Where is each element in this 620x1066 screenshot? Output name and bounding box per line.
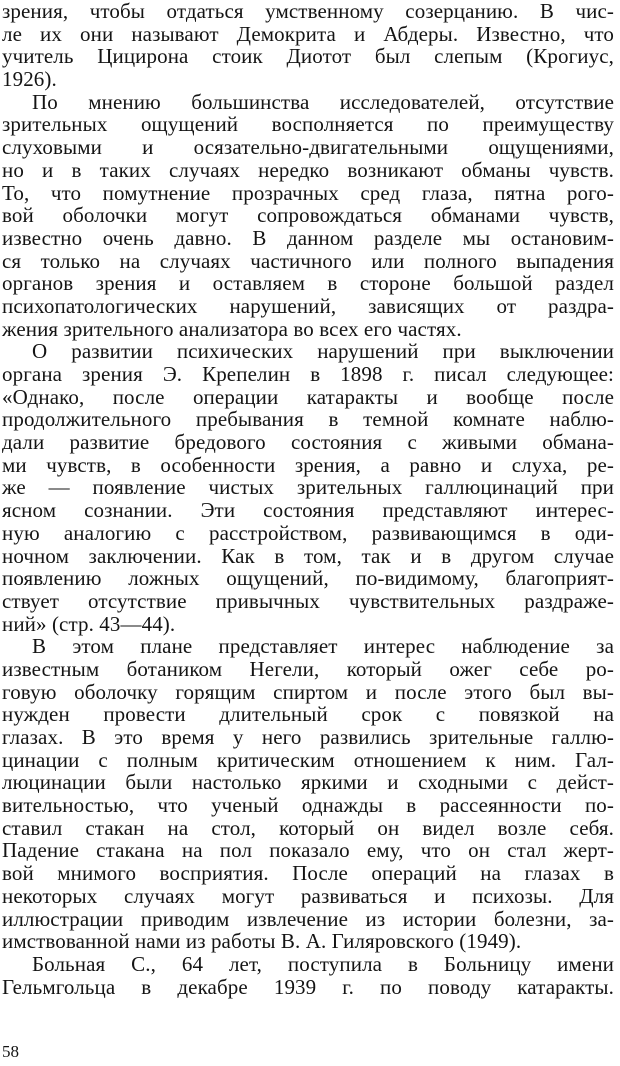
text-line: вой оболочки могут сопровождаться обманами чувств, [2,203,614,228]
text-line: органов зрения и оставляем в стороне большой раздел [2,271,614,296]
text-line: Падение стакана на пол показало ему, что он стал жерт- [2,838,614,863]
text-line: вительностью, что ученый однажды в рассеянности по- [2,793,614,818]
text-line: Гельмгольца в декабре 1939 г. по поводу катаракты. [2,974,614,999]
text-line: цинации с полным критическим отношением к ним. Гал- [2,747,614,772]
text-line: 1926). [2,67,57,92]
text-line: дали развитие бредового состояния с живыми обмана- [2,430,614,455]
paragraph [2,635,614,953]
text-line: психопатологических нарушений, зависящих от раздра- [2,293,614,318]
text-line: известно очень давно. В данном разделе мы остановим- [2,225,614,250]
text-line: «Однако, после операции катаракты и вообще после [2,384,614,409]
text-line: зрения, чтобы отдаться умственному созерцанию. В чис- [2,0,614,23]
text-line: говую оболочку горящим спиртом и после этого был вы- [2,679,614,704]
text-line: зрительных ощущений восполняется по преимуществу [2,112,614,137]
paragraph [2,953,614,998]
paragraph [2,91,614,341]
text-line: появлению ложных ощущений, по-видимому, благоприят- [2,566,614,591]
text-line: учитель Цицирона стоик Диотот был слепым (Крогиус, [2,44,614,69]
text-line: продолжительного пребывания в темной комнате наблю- [2,407,614,432]
text-line: ясном сознании. Эти состояния представляют интерес- [2,498,614,523]
text-line: глазах. В это время у него развились зрительные галлю- [2,725,614,749]
text-line: ми чувств, в особенности зрения, а равно и слуха, ре- [2,452,614,477]
text-line: ставил стакан на стол, который он видел возле себя. [2,815,614,840]
text-line: О развитии психических нарушений при выключении [32,339,614,364]
text-line: Больная С., 64 лет, поступила в Больницу имени [32,951,614,976]
text-line: ную аналогию с расстройством, развивающимся в оди- [2,520,614,545]
book-page [2,0,614,998]
text-line: известным ботаником Негели, который ожег себе ро- [2,656,614,681]
text-line: В этом плане представляет интерес наблюдение за [32,634,614,659]
paragraph [2,0,614,91]
text-line: нужден провести длительный срок с повязкой на [2,702,614,727]
text-line: имствованной нами из работы В. А. Гиляровского (1949). [2,929,522,954]
text-line: люцинации были настолько яркими и сходными с дейст- [2,770,614,795]
text-line: органа зрения Э. Крепелин в 1898 г. писал следующее: [2,362,614,386]
text-line: слуховыми и осязательно-двигательными ощущениями, [2,135,614,160]
text-line: некоторых случаях могут развиваться и психозы. Для [2,883,614,908]
text-line: ствует отсутствие привычных чувствительных раздраже- [2,588,614,613]
text-line: же — появление чистых зрительных галлюцинаций при [2,475,614,500]
page-number: 58 [2,1042,19,1061]
text-line: То, что помутнение прозрачных сред глаза, пятна рого- [2,180,614,205]
text-line: иллюстрации приводим извлечение из истории болезни, за- [2,906,614,931]
text-line: ний» (стр. 43—44). [2,611,176,636]
paragraph [2,340,614,635]
text-line: жения зрительного анализатора во всех его частях. [2,316,462,341]
text-line: ле их они называют Демокрита и Абдеры. Известно, что [2,21,614,46]
text-line: но и в таких случаях нередко возникают обманы чувств. [2,157,614,182]
text-line: ночном заключении. Как в том, так и в другом случае [2,543,614,568]
text-line: По мнению большинства исследователей, отсутствие [32,89,614,114]
text-line: вой мнимого восприятия. После операций на глазах в [2,861,614,886]
text-line: ся только на случаях частичного или полного выпадения [2,248,614,273]
